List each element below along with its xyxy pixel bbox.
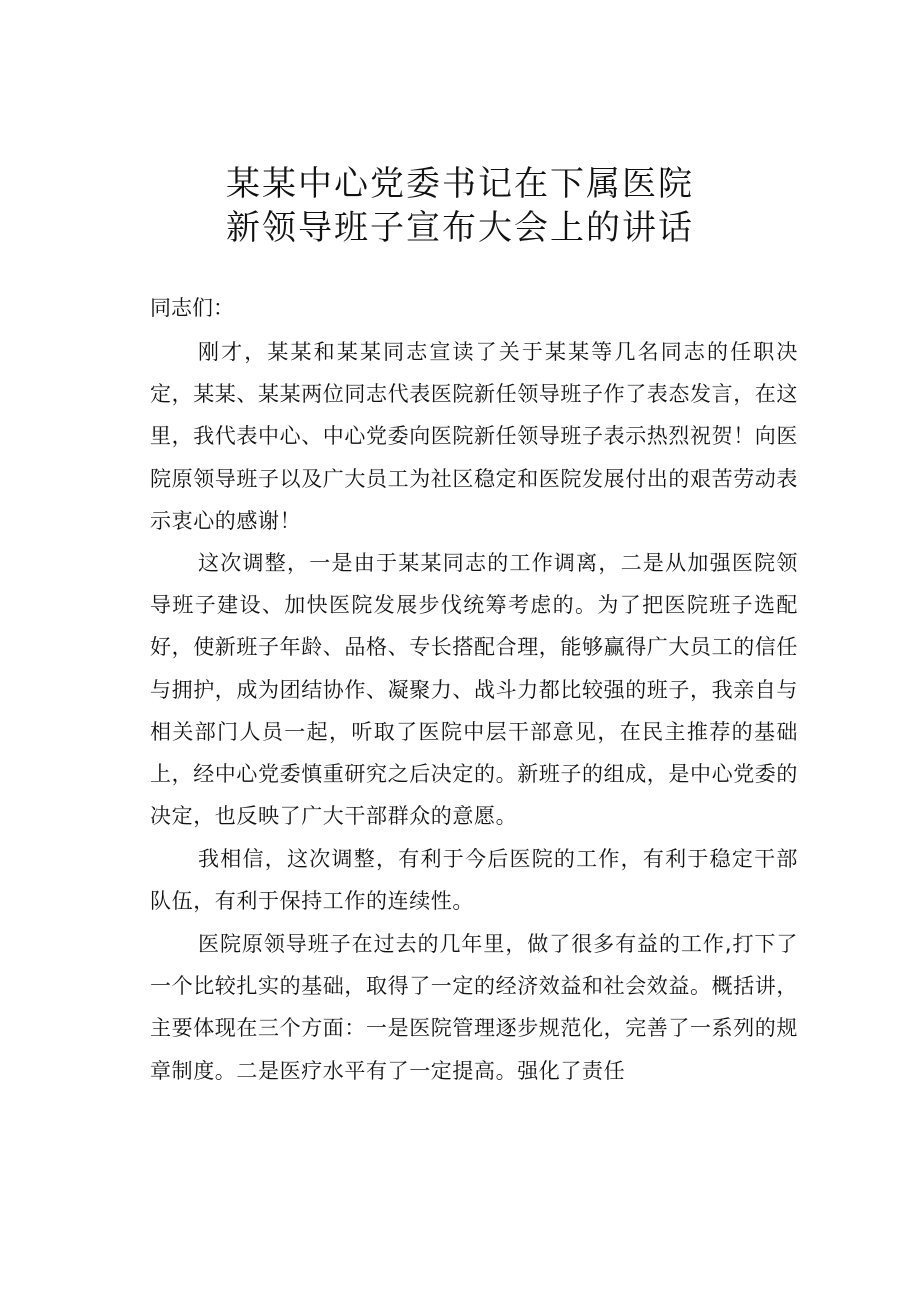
paragraph-2: 这次调整，一是由于某某同志的工作调离，二是从加强医院领导班子建设、加快医院发展步伐统筹考虑的。为了把医院班子选配好，使新班子年龄、品格、专长搭配合理，能够赢得广大员工的信任与拥护，成为团结协作、凝聚力、战斗力都比较强的班子，我亲自与相关部门人员一起，听取了医院中层干部意见，在民主推荐的基础上，经中心党委慎重研究之后决定的。新班子的组成，是中心党委的决定，也反映了广大干部群众的意愿。 [150,551,798,829]
document-title-line-2: 新领导班子宣布大会上的讲话 [226,208,694,248]
paragraph-1: 刚才，某某和某某同志宣读了关于某某等几名同志的任职决定，某某、某某两位同志代表医院新任领导班子作了表态发言，在这里，我代表中心、中心党委向医院新任领导班子表示热烈祝贺！向医院原领导班子以及广大员工为社区稳定和医院发展付出的艰苦劳动表示衷心的感谢！ [150,340,798,533]
paragraph-3: 我相信，这次调整，有利于今后医院的工作，有利于稳定干部队伍，有利于保持工作的连续性。 [150,847,798,914]
paragraph-4: 医院原领导班子在过去的几年里，做了很多有益的工作,打下了一个比较扎实的基础，取得了一定的经济效益和社会效益。概括讲，主要体现在三个方面：一是医院管理逐步规范化，完善了一系列的规章制度。二是医疗水平有了一定提高。强化了责任 [150,932,798,1083]
document-title-line-1: 某某中心党委书记在下属医院 [226,164,694,204]
salutation: 同志们： [150,296,234,320]
